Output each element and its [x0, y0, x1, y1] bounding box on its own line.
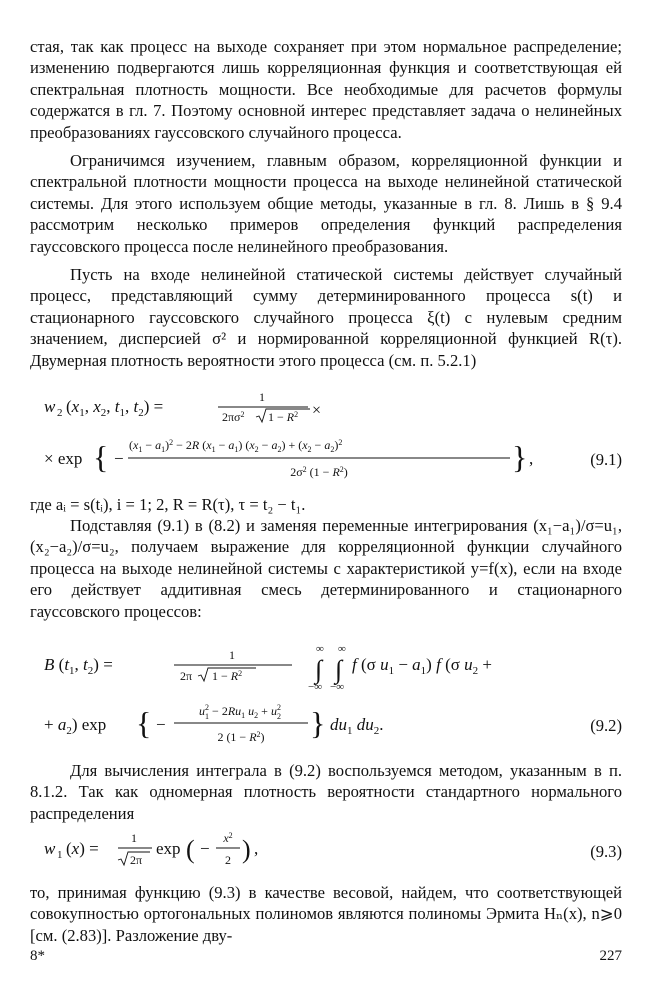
svg-text:2: 2: [57, 407, 63, 419]
svg-text:2π: 2π: [130, 853, 143, 867]
svg-text:}: }: [310, 705, 326, 741]
svg-text:w: w: [44, 839, 56, 858]
svg-text:x2: $x^2$: [223, 831, 233, 845]
svg-text:× exp: × exp: [44, 449, 83, 468]
svg-text:u21 − 2Ru1 u2 + u22: $u^2$ $1 - 2Ru_1$ $u_2 + u^2$ 2: [199, 703, 281, 721]
svg-text:∞: ∞: [316, 643, 324, 655]
svg-text:−: −: [114, 449, 124, 468]
svg-text:−∞: −∞: [330, 681, 345, 693]
svg-text:2π: 2π: [180, 669, 193, 683]
svg-text:1: 1: [259, 390, 265, 404]
svg-text:f (σ u1 − a1) f (σ u2 +: f (σ $u_1 - a_1$) f (σ $u_2$ +: [352, 655, 492, 677]
paragraph-1: стая, так как процесс на выходе сохраняет при этом нормальное распределение; изменению подвергаются лишь корреляционная функция и соответствующая ей спектральная плотность мощности. Все необходимые для расчетов формулы содержатся в гл. 7. Поэтому основной интерес представляет задача о нелинейных преобразованиях гауссовского случайного процесса.: [30, 37, 622, 142]
paragraph-5: Подставляя (9.1) в (8.2) и заменяя переменные интегрирования (x₁−a₁)/σ=u₁, (x₂−a₂)/σ=u₂, получаем выражение для корреляционной функции случайного процесса на выходе нелинейной системы с характеристикой y=f(x), если на входе его действует аддитивная смесь детерминированного и стационарного гауссовского процессов:: [30, 516, 622, 621]
svg-text:−: −: [156, 715, 166, 734]
svg-text:∞: ∞: [338, 643, 346, 655]
svg-text:2πσ2: $2\pi\sigma^2$: [222, 410, 245, 424]
svg-text:du1 du2.: $du_1$ $du_2$.: [330, 715, 384, 737]
svg-text:(: (: [186, 835, 195, 864]
svg-text:∫: ∫: [315, 655, 323, 684]
equation-9-3: [30, 822, 622, 878]
paragraph-3: Пусть на входе нелинейной статической системы действует случайный процесс, представляющий сумму детерминированного процесса s(t) и стационарного гауссовского случайного процесса ξ(t) с нулевым средним значением, дисперсией σ² и нормированной корреляционной функцией R(τ). Двумерная плотность вероятности этого процесса (см. п. 5.2.1): [30, 265, 622, 370]
paragraph-6: Для вычисления интеграла в (9.2) воспользуемся методом, указанным в п. 8.1.2. Так как одномерная плотность вероятности стандартного нормального распределения: [30, 761, 622, 823]
svg-text:{: {: [93, 439, 109, 475]
svg-text:B (t1, t2) =: B ($t_1$, $t_2$) =: [44, 655, 113, 677]
svg-text:,: ,: [254, 839, 259, 858]
page-number: 227: [599, 948, 622, 964]
svg-text:(x1 − a1)2 − 2R (x1 − a1) (x2: $(x_1 - a_1)^2 - 2R$ $(x_1 - a_1) (x_2 - a_2) + (x_2 - a_2)^2$: [129, 438, 343, 454]
svg-text:×: ×: [312, 402, 322, 419]
equation-number-9-1: (9.1): [590, 450, 622, 469]
svg-text:(x1, x2, t1, t2) =: ($x_1$, $x_2$, $t_1$, $t_2$) =: [66, 397, 164, 419]
svg-text:1: 1: [229, 648, 235, 662]
svg-text:w: w: [44, 397, 56, 416]
paragraph-2: Ограничимся изучением, главным образом, корреляционной функции и спектральной плотности мощности процесса на выходе нелинейной статической системы. Для этого используем общие методы, указанные в гл. 8. Лишь в § 9.4 рассмотрим несколько примеров определения функций распределения гауссовского процесса после нелинейного преобразования.: [30, 151, 622, 256]
equation-9-2: [30, 640, 622, 750]
svg-text:−: −: [200, 839, 210, 858]
svg-text:2 (1 − R2): 2 $(1 - R^2)$: [217, 730, 265, 744]
paragraph-7: то, принимая функцию (9.3) в качестве весовой, найдем, что соответствующей совокупностью ортогональных полиномов являются полиномы Эрмита Hₙ(x), n⩾0 [см. (2.83)]. Разложение дву-: [30, 883, 622, 945]
equation-number-9-2: (9.2): [590, 716, 622, 735]
svg-text:,: ,: [529, 449, 534, 468]
equation-number-9-3: (9.3): [590, 842, 622, 861]
svg-text:{: {: [136, 705, 152, 741]
svg-text:1 − R2: $1 - R^2$: [212, 669, 243, 683]
svg-text:2σ2 (1 − R2): $2\sigma^2$ $(1 - R^2)$: [290, 465, 348, 479]
paragraph-4: где aᵢ = s(tᵢ), i = 1; 2, R = R(τ), τ = t₂ − t₁.: [30, 495, 306, 514]
svg-text:exp: exp: [156, 839, 181, 858]
svg-text:+ a2) exp: + $a_2$) exp: [44, 715, 107, 737]
svg-text:(x) =: (x) =: [66, 839, 99, 858]
svg-text:∫: ∫: [335, 655, 343, 684]
svg-text:1: 1: [57, 849, 63, 861]
svg-text:): ): [242, 835, 251, 864]
svg-text:−∞: −∞: [308, 681, 323, 693]
equation-9-1: [30, 388, 622, 488]
svg-text:2: 2: [225, 853, 231, 867]
svg-text:1 − R2: $1 - R^2$: [268, 410, 299, 424]
svg-text:}: }: [512, 439, 528, 475]
signature-mark: 8*: [30, 948, 45, 964]
svg-text:1: 1: [131, 831, 137, 845]
